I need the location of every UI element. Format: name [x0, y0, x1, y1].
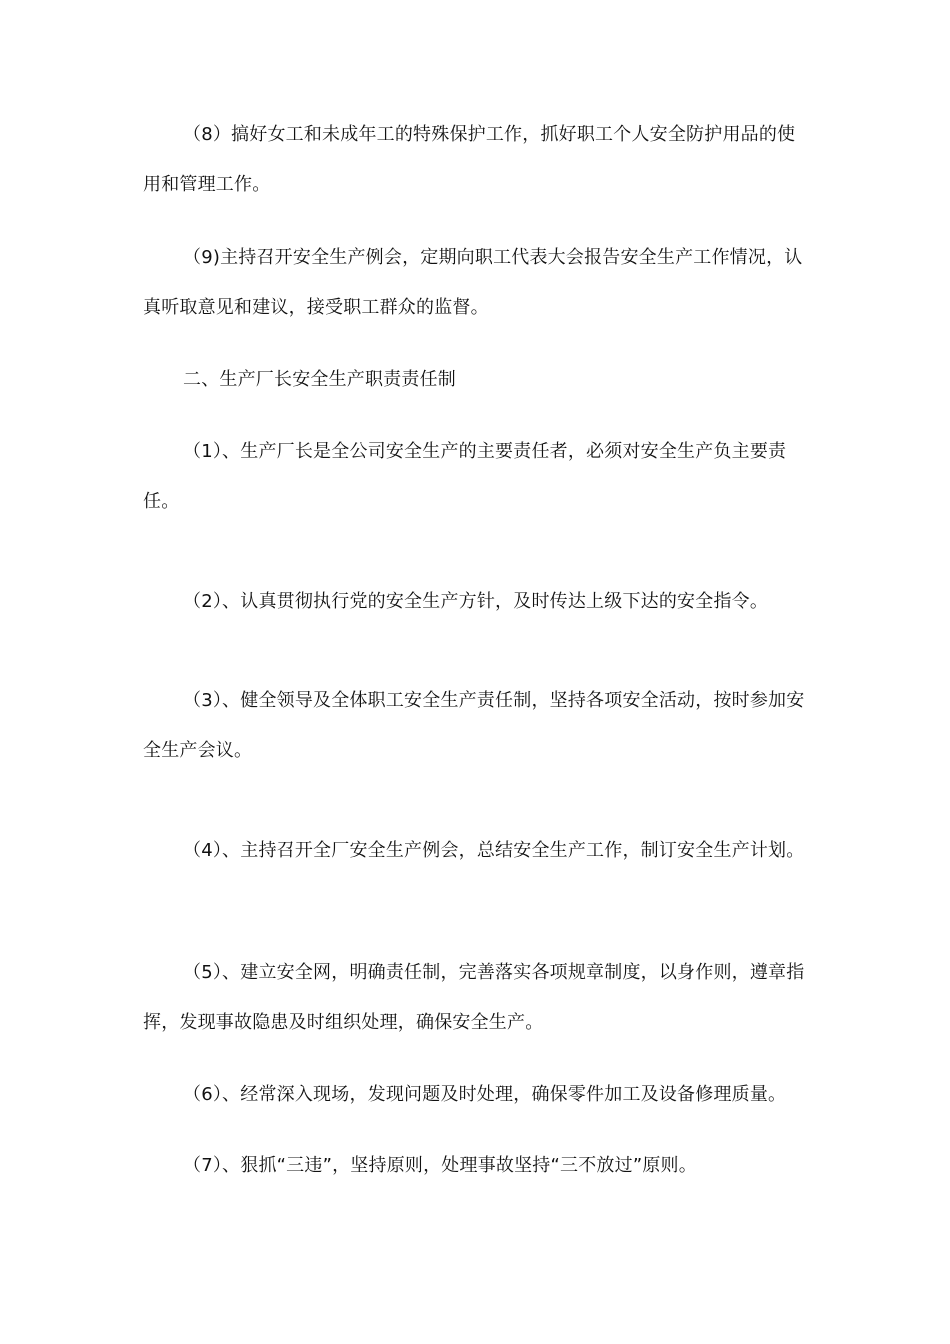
section-heading: 二、生产厂长安全生产职责责任制 [183, 369, 456, 390]
paragraph-duty-4: （4）、主持召开全厂安全生产例会，总结安全生产工作，制订安全生产计划。 [183, 840, 805, 861]
paragraph-duty-6: （6）、经常深入现场，发现问题及时处理，确保零件加工及设备修理质量。 [183, 1084, 787, 1105]
paragraph-duty-7: （7）、狠抓“三违”，坚持原则，处理事故坚持“三不放过”原则。 [183, 1155, 697, 1176]
paragraph-item-9: （9)主持召开安全生产例会，定期向职工代表大会报告安全生产工作情况，认真听取意见和建议，接受职工群众的监督。 [143, 247, 803, 318]
paragraph-item-8: （8）搞好女工和未成年工的特殊保护工作，抓好职工个人安全防护用品的使用和管理工作。 [143, 124, 796, 195]
paragraph-duty-3: （3）、健全领导及全体职工安全生产责任制，坚持各项安全活动，按时参加安全生产会议。 [143, 690, 805, 761]
paragraph-duty-2: （2）、认真贯彻执行党的安全生产方针，及时传达上级下达的安全指令。 [183, 591, 769, 612]
paragraph-duty-1: （1）、生产厂长是全公司安全生产的主要责任者，必须对安全生产负主要责任。 [143, 441, 787, 512]
paragraph-duty-5: （5）、建立安全网，明确责任制，完善落实各项规章制度，以身作则，遵章指挥，发现事故隐患及时组织处理，确保安全生产。 [143, 962, 805, 1033]
